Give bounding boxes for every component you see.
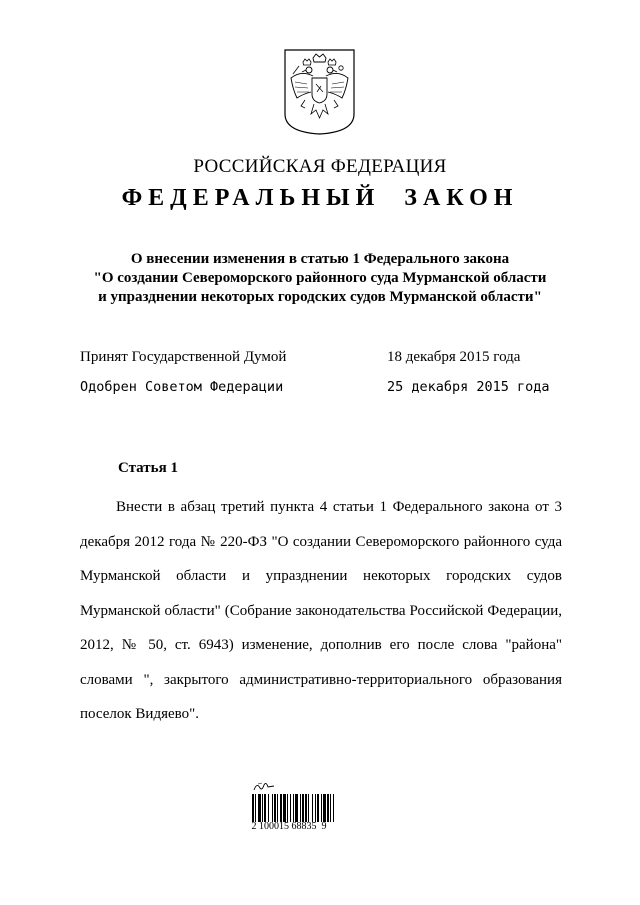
article-body: Внести в абзац третий пункта 4 статьи 1 Федерального закона от 3 декабря 2012 года № 220-ФЗ "О создании Североморского районного суда Мурманской области и упразднении некоторых городских судов Мурманской области" (Собрание законодательства Российской Федерации, 2012, № 50, ст. 6943) изменение, дополнив его после слова "района" словами ", закрытого административно-территориального образования поселок Видяево". — [80, 499, 562, 722]
council-approval-date: 25 декабря 2015 года — [387, 379, 550, 395]
signature-mark-icon — [252, 780, 276, 792]
barcode-number: 2 100015 68835 9 — [251, 821, 327, 832]
law-title-line: О внесении изменения в статью 1 Федерального закона — [130, 251, 510, 267]
law-title — [60, 250, 580, 307]
council-approval-label: Одобрен Советом Федерации — [80, 379, 284, 395]
barcode-bars-icon — [252, 794, 342, 822]
duma-adoption-label: Принят Государственной Думой — [80, 349, 287, 365]
law-type-heading: ФЕДЕРАЛЬНЫЙ ЗАКОН — [121, 185, 519, 211]
russian-coat-of-arms-icon — [283, 48, 356, 136]
law-title-line: и упразднении некоторых городских судов Мурманской области" — [98, 289, 542, 305]
law-title-line: "О создании Североморского районного суда Мурманской области — [93, 270, 547, 286]
article-heading: Статья 1 — [118, 460, 178, 476]
duma-adoption-date: 18 декабря 2015 года — [387, 349, 521, 365]
barcode — [234, 780, 344, 840]
country-name: РОССИЙСКАЯ ФЕДЕРАЦИЯ — [193, 156, 447, 177]
